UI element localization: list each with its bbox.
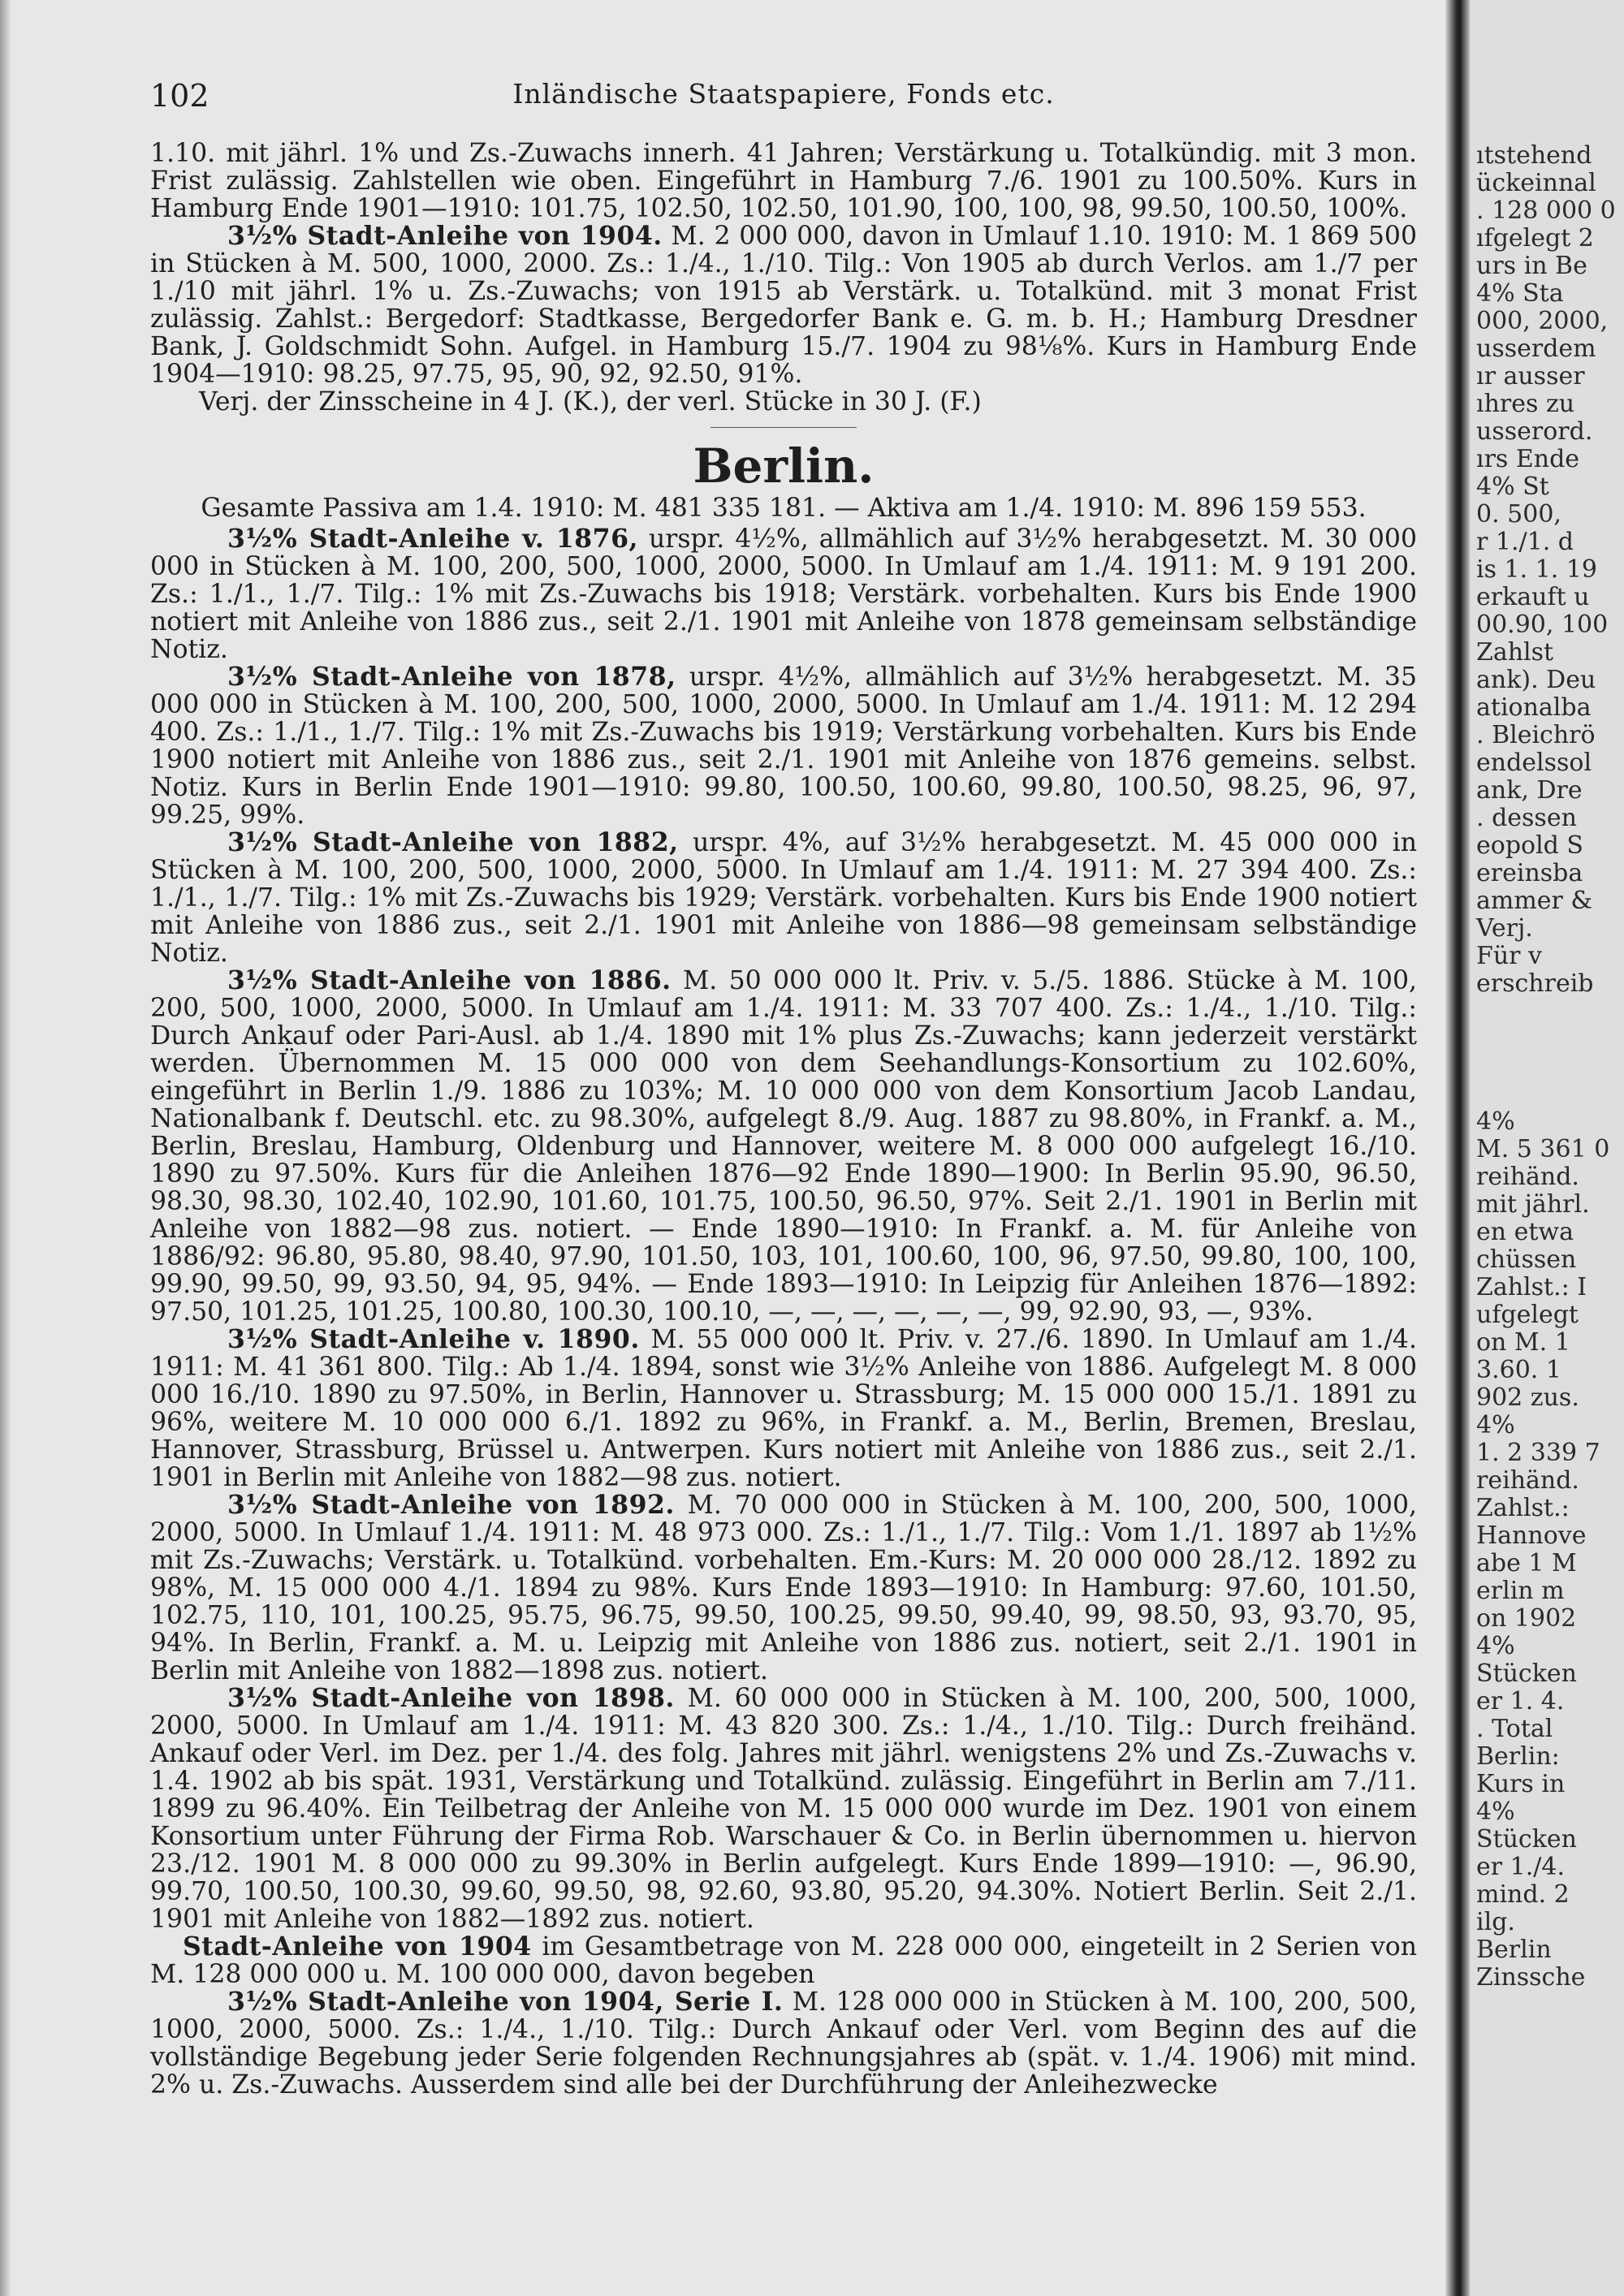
adjacent-page-line: Zahlst.: I: [1476, 1273, 1587, 1301]
adjacent-page-line: 4%: [1476, 1411, 1515, 1439]
running-title: Inländische Staatspapiere, Fonds etc.: [512, 78, 1055, 110]
adjacent-page-line: ank). Deu: [1476, 666, 1596, 694]
section-summary: Gesamte Passiva am 1.4. 1910: M. 481 335 181. — Aktiva am 1./4. 1910: M. 896 159 553.: [201, 494, 1367, 523]
entry-text: urspr. 4½%, allmählich auf 3½% herabgesetzt. M. 30 000 000 in Stücken à M. 100, 200, 500, 1000, 2000, 5000. In Umlauf am 1./4. 1911: M. 9 191 200. Zs.: 1./1., 1./7. Tilg.: 1% mit Zs.-Zuwachs bis 1918; Verstärk. vorbehalten. Kurs bis Ende 1900 notiert mit Anleihe von 1886 zus., seit 2./1. 1901 mit Anleihe von 1878 gemeinsam selbständige Notiz.: [150, 524, 1417, 664]
adjacent-page-line: . Bleichrö: [1476, 721, 1596, 749]
adjacent-page-line: M. 5 361 0: [1476, 1135, 1610, 1163]
adjacent-page-line: on M. 1: [1476, 1328, 1570, 1357]
adjacent-page-line: Stücken: [1476, 1825, 1577, 1854]
adjacent-page-line: Zinssche: [1476, 1963, 1586, 1992]
adjacent-page-line: 00.90, 100: [1476, 611, 1609, 639]
adjacent-page-line: erschreib: [1476, 969, 1594, 998]
adjacent-page-line: Verj.: [1476, 914, 1533, 943]
adjacent-page-line: endelssol: [1476, 749, 1592, 777]
adjacent-page-line: ıtstehend: [1476, 141, 1592, 170]
adjacent-page-line: Berlin:: [1476, 1742, 1560, 1771]
adjacent-page-line: 4%: [1476, 1632, 1515, 1660]
adjacent-page-line: 902 zus.: [1476, 1383, 1579, 1412]
adjacent-page-line: Zahlst: [1476, 638, 1554, 667]
entry-paragraph: [150, 663, 1417, 829]
adjacent-page-line: Stücken: [1476, 1659, 1577, 1688]
section-divider: [710, 427, 857, 428]
adjacent-page-line: [1476, 998, 1624, 1025]
adjacent-page-line: ıfgelegt 2: [1476, 224, 1594, 252]
entry-text: M. 2 000 000, davon in Umlauf 1.10. 1910: M. 1 869 500 in Stücken à M. 500, 1000, 2000. Zs.: 1./4., 1./10. Tilg.: Von 1905 ab durch Verlos. am 1./7 per 1./10 mit jährl. 1% u. Zs.-Zuwachs; von 1915 ab Verstärk. u. Totalkünd. mit 3 monat Frist zulässig. Zahlst.: Bergedorf: Stadtkasse, Bergedorfer Bank e. G. m. b. H.; Hamburg Dresdner Bank, J. Goldschmidt Sohn. Aufgel. in Hamburg 15./7. 1904 zu 98⅛%. Kurs in Hamburg Ende 1904—1910: 98.25, 97.75, 95, 90, 92, 92.50, 91%.: [150, 222, 1418, 389]
entry-title: 3½% Stadt-Anleihe von 1878,: [227, 662, 676, 692]
adjacent-page-line: Für v: [1476, 942, 1542, 970]
entry-title: 3½% Stadt-Anleihe von 1904.: [227, 221, 663, 251]
adjacent-page-line: reihänd.: [1476, 1163, 1579, 1191]
adjacent-page-line: Zahlst.:: [1476, 1494, 1570, 1522]
adjacent-page-line: on 1902: [1476, 1604, 1577, 1633]
adjacent-page-line: erlin m: [1476, 1577, 1565, 1605]
entry-paragraph: [150, 525, 1417, 663]
continuation-paragraph: 1.10. mit jährl. 1% und Zs.-Zuwachs innerh. 41 Jahren; Verstärkung u. Totalkündig. mit 3 mon. Frist zulässig. Zahlstellen wie oben. Eingeführt in Hamburg 7./6. 1901 zu 100.50%. Kurs in Hamburg Ende 1901—1910: 101.75, 102.50, 102.50, 101.90, 100, 100, 98, 99.50, 100.50, 100%.: [150, 139, 1417, 223]
page-header: [150, 78, 1417, 119]
entry-text: M. 60 000 000 in Stücken à M. 100, 200, 500, 1000, 2000, 5000. In Umlauf am 1./4. 1911: M. 43 820 300. Zs.: 1./4., 1./10. Tilg.: Durch freihänd. Ankauf oder Verl. im Dez. per 1./4. des folg. Jahres mit jährl. wenigstens 2% und Zs.-Zuwachs v. 1.4. 1902 ab bis spät. 1931, Verstärkung und Totalkünd. zulässig. Eingeführt in Berlin am 7./11. 1899 zu 96.40%. Ein Teilbetrag der Anleihe von M. 15 000 000 wurde im Dez. 1901 von einem Konsortium unter Führung der Firma Rob. Warschauer & Co. in Berlin übernommen u. hiervon 23./12. 1901 M. 8 000 000 zu 99.30% in Berlin aufgelegt. Kurs Ende 1899—1910: —, 96.90, 99.70, 100.50, 100.30, 99.60, 99.50, 98, 92.60, 93.80, 95.20, 94.30%. Notiert Berlin. Seit 2./1. 1901 mit Anleihe von 1882—1892 zus. notiert.: [150, 1684, 1417, 1934]
adjacent-page-line: 4% St: [1476, 473, 1549, 501]
entry-text: im Gesamtbetrage von M. 228 000 000, eingeteilt in 2 Serien von M. 128 000 000 u. M. 100 000 000, davon begeben: [150, 1932, 1417, 1989]
adjacent-page-line: ilg.: [1476, 1908, 1515, 1936]
adjacent-page-line: usserord.: [1476, 417, 1593, 446]
adjacent-page-line: 3.60. 1: [1476, 1356, 1561, 1384]
adjacent-page-line: 1. 2 339 7: [1476, 1439, 1600, 1467]
entry-title: 3½% Stadt-Anleihe von 1904, Serie I.: [227, 1987, 784, 2017]
page-edge-shadow: [0, 0, 11, 2296]
entry-paragraph: [150, 1491, 1417, 1685]
adjacent-page-line: [1476, 1053, 1624, 1081]
adjacent-page-line: 0. 500,: [1476, 500, 1561, 529]
adjacent-page-line: . Total: [1476, 1715, 1553, 1743]
adjacent-page-line: er 1. 4.: [1476, 1687, 1565, 1716]
adjacent-page-line: 4%: [1476, 1798, 1515, 1826]
adjacent-page-line: reihänd.: [1476, 1466, 1579, 1495]
entry-text: M. 55 000 000 lt. Priv. v. 27./6. 1890. In Umlauf am 1./4. 1911: M. 41 361 800. Tilg.: Ab 1./4. 1894, sonst wie 3½% Anleihe von 1886. Aufgelegt M. 8 000 000 16./10. 1890 zu 97.50%, in Berlin, Hannover u. Strassburg; M. 15 000 000 15./1. 1891 zu 96%, weitere M. 10 000 000 6./1. 1892 zu 96%, in Frankf. a. M., Berlin, Bremen, Breslau, Hannover, Strassburg, Brüssel u. Antwerpen. Kurs notiert mit Anleihe von 1886 zus., seit 2./1. 1901 in Berlin mit Anleihe von 1882—98 zus. notiert.: [150, 1325, 1417, 1492]
entry-paragraph: [150, 1326, 1417, 1491]
adjacent-page-line: 000, 2000,: [1476, 307, 1609, 335]
adjacent-page-line: Hannove: [1476, 1521, 1587, 1550]
adjacent-page-line: eopold S: [1476, 831, 1583, 860]
page-body: [150, 140, 1417, 2099]
adjacent-page-line: ır ausser: [1476, 362, 1585, 391]
adjacent-page-line: urs in Be: [1476, 252, 1587, 280]
adjacent-page-fragment: [1470, 0, 1624, 2296]
entry-title: 3½% Stadt-Anleihe v. 1876,: [227, 524, 638, 554]
adjacent-page-line: ank, Dre: [1476, 776, 1583, 805]
adjacent-page-line: [1476, 1025, 1624, 1053]
entry-title: 3½% Stadt-Anleihe von 1898.: [227, 1683, 675, 1713]
adjacent-page-lines: [1476, 142, 1624, 1992]
entry-title: 3½% Stadt-Anleihe von 1892.: [227, 1490, 675, 1520]
entry-title: 3½% Stadt-Anleihe v. 1890.: [227, 1324, 640, 1354]
entry-paragraph: [150, 829, 1417, 967]
adjacent-page-line: ereinsba: [1476, 859, 1583, 887]
entry-text: urspr. 4½%, allmählich auf 3½% herabgesetzt. M. 35 000 000 in Stücken à M. 100, 200, 500, 1000, 2000, 5000. In Umlauf am 1./4. 1911: M. 12 294 400. Zs.: 1./1., 1./7. Tilg.: 1% mit Zs.-Zuwachs bis 1919; Verstärkung vorbehalten. Kurs bis Ende 1900 notiert mit Anleihe von 1886 zus., seit 2./1. 1901 mit Anleihe von 1876 gemeins. selbst. Notiz. Kurs in Berlin Ende 1901—1910: 99.80, 100.50, 100.60, 99.80, 100.50, 98.25, 96, 97, 99.25, 99%.: [150, 662, 1418, 830]
entry-text: M. 128 000 000 in Stücken à M. 100, 200, 500, 1000, 2000, 5000. Zs.: 1./4., 1./10. Tilg.: Durch Ankauf oder Verl. vom Beginn des auf die vollständige Begebung jeder Serie folgenden Rechnungsjahres ab (spät. v. 1./4. 1906) mit mind. 2% u. Zs.-Zuwachs. Ausserdem sind alle bei der Durchführung der Anleihezwecke: [150, 1987, 1417, 2100]
entry-text: urspr. 4%, auf 3½% herabgesetzt. M. 45 000 000 in Stücken à M. 100, 200, 500, 1000, 2000, 5000. In Umlauf am 1./4. 1911: M. 27 394 400. Zs.: 1./1., 1./7. Tilg.: 1% mit Zs.-Zuwachs bis 1929; Verstärk. vorbehalten. Kurs bis Ende 1900 notiert mit Anleihe von 1886 zus., seit 2./1. 1901 mit Anleihe von 1886—98 gemeinsam selbständige Notiz.: [150, 828, 1418, 968]
adjacent-page-line: usserdem: [1476, 334, 1596, 363]
adjacent-page-line: . 128 000 0: [1476, 196, 1616, 225]
entries-list: [150, 525, 1417, 2099]
entry-paragraph: [150, 967, 1417, 1326]
adjacent-page-line: ammer &: [1476, 887, 1593, 915]
adjacent-page-line: mit jährl.: [1476, 1190, 1590, 1219]
adjacent-page-line: is 1. 1. 19: [1476, 555, 1598, 584]
book-gutter: [1445, 0, 1470, 2296]
adjacent-page-line: ationalba: [1476, 693, 1592, 722]
entry-text: M. 50 000 000 lt. Priv. v. 5./5. 1886. Stücke à M. 100, 200, 500, 1000, 2000, 5000. In Umlauf am 1./4. 1911: M. 33 707 400. Zs.: 1./4., 1./10. Tilg.: Durch Ankauf oder Pari-Ausl. ab 1./4. 1890 mit 1% plus Zs.-Zuwachs; kann jederzeit verstärkt werden. Übernommen M. 15 000 000 von dem Seehandlungs-Konsortium zu 102.60%, eingeführt in Berlin 1./9. 1886 zu 103%; M. 10 000 000 von dem Konsortium Jacob Landau, Nationalbank f. Deutschl. etc. zu 98.30%, aufgelegt 8./9. Aug. 1887 zu 98.80%, in Frankf. a. M., Berlin, Breslau, Hamburg, Oldenburg und Hannover, weitere M. 8 000 000 aufgelegt 16./10. 1890 zu 97.50%. Kurs für die Anleihen 1876—92 Ende 1890—1900: In Berlin 95.90, 96.50, 98.30, 98.30, 102.40, 102.90, 101.60, 101.75, 100.50, 96.50, 97%. Seit 2./1. 1901 in Berlin mit Anleihe von 1882—98 zus. notiert. — Ende 1890—1910: In Frankf. a. M. für Anleihe von 1886/92: 96.80, 95.80, 98.40, 97.90, 101.50, 103, 101, 100.60, 100, 96, 97.50, 99.80, 100, 100, 99.90, 99.50, 99, 93.50, 94, 95, 94%. — Ende 1893—1910: In Leipzig für Anleihen 1876—1892: 97.50, 101.25, 101.25, 100.80, 100.30, 100.10, —, —, —, —, —, —, 99, 92.90, 93, —, 93%.: [150, 966, 1418, 1327]
adjacent-page-line: Kurs in: [1476, 1770, 1566, 1798]
adjacent-page-line: 4% Sta: [1476, 279, 1564, 308]
adjacent-page-line: ıhres zu: [1476, 390, 1575, 418]
entry-paragraph: [150, 222, 1417, 388]
adjacent-page-line: Berlin: [1476, 1936, 1552, 1964]
verjaehrung-note: Verj. der Zinsscheine in 4 J. (K.), der verl. Stücke in 30 J. (F.): [199, 387, 982, 416]
adjacent-page-line: en etwa: [1476, 1218, 1574, 1246]
adjacent-page-line: abe 1 M: [1476, 1549, 1577, 1577]
adjacent-page-line: ückeinnal: [1476, 169, 1596, 197]
adjacent-page-line: er 1./4.: [1476, 1853, 1565, 1881]
adjacent-page-line: . dessen: [1476, 804, 1577, 832]
adjacent-page-line: ufgelegt: [1476, 1301, 1579, 1329]
adjacent-page-line: r 1./1. d: [1476, 528, 1574, 556]
entry-title: 3½% Stadt-Anleihe von 1882,: [227, 827, 679, 857]
section-title: Berlin.: [693, 438, 875, 494]
adjacent-page-line: [1476, 1081, 1624, 1108]
entry-paragraph: [150, 1988, 1417, 2099]
page-number: 102: [150, 78, 209, 114]
adjacent-page-line: ırs Ende: [1476, 445, 1580, 473]
entry-paragraph: [150, 1685, 1417, 1933]
entry-paragraph: [150, 1933, 1417, 1988]
adjacent-page-line: chüssen: [1476, 1245, 1577, 1274]
adjacent-page-line: erkauft u: [1476, 583, 1590, 611]
entry-text: M. 70 000 000 in Stücken à M. 100, 200, 500, 1000, 2000, 5000. In Umlauf 1./4. 1911: M. 48 973 000. Zs.: 1./1., 1./7. Tilg.: Vom 1./1. 1897 ab 1½% mit Zs.-Zuwachs; Verstärk. u. Totalkünd. vorbehalten. Em.-Kurs: M. 20 000 000 28./12. 1892 zu 98%, M. 15 000 000 4./1. 1894 zu 98%. Kurs Ende 1893—1910: In Hamburg: 97.60, 101.50, 102.75, 110, 101, 100.25, 95.75, 96.75, 99.50, 100.25, 99.50, 99.40, 99, 98.50, 93, 93.70, 95, 94%. In Berlin, Frankf. a. M. u. Leipzig mit Anleihe von 1886 zus. notiert, seit 2./1. 1901 in Berlin mit Anleihe von 1882—1898 zus. notiert.: [150, 1491, 1417, 1685]
adjacent-page-line: mind. 2: [1476, 1880, 1570, 1909]
adjacent-page-line: 4%: [1476, 1107, 1515, 1136]
entry-title: 3½% Stadt-Anleihe von 1886.: [227, 965, 672, 995]
entry-title: Stadt-Anleihe von 1904: [183, 1931, 532, 1962]
